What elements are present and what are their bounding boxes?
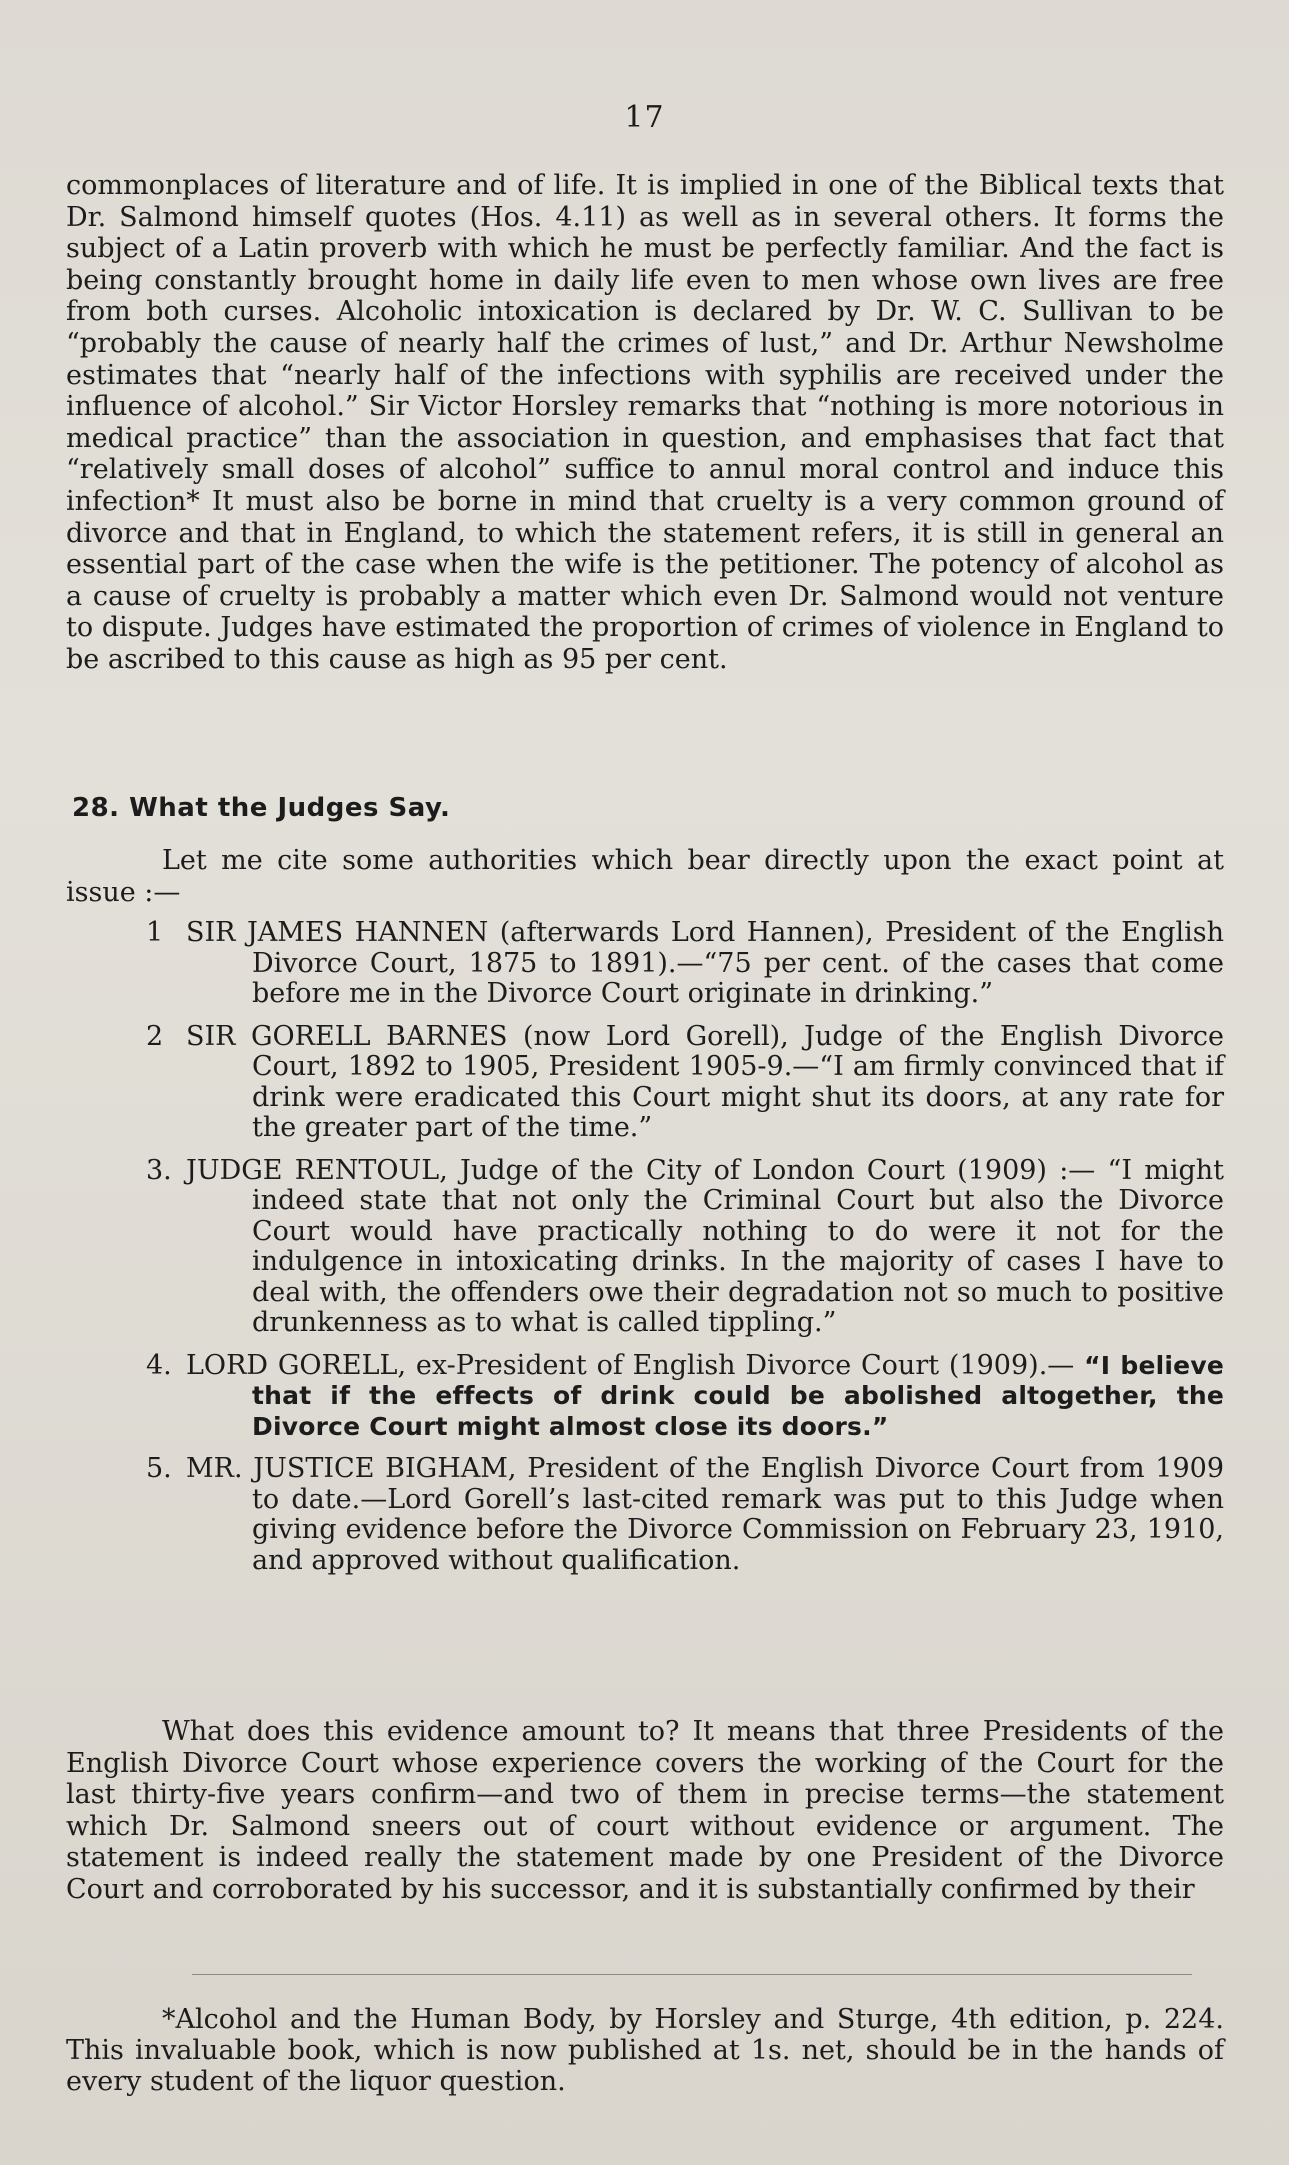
page-number: 17 xyxy=(624,100,665,135)
authority-number: 5. xyxy=(146,1453,172,1484)
authority-item-5 xyxy=(146,1454,1224,1576)
authority-item-4 xyxy=(146,1351,1224,1443)
footnote: *Alcohol and the Human Body, by Horsley and Sturge, 4th edition, p. 224. This invaluable book, which is now published at 1s. net, should be in the hands of every student of the liquor question. xyxy=(66,2004,1224,2097)
intro-block xyxy=(66,845,1224,908)
body-paragraph-1: commonplaces of literature and of life. It is implied in one of the Biblical texts that Dr. Salmond himself quotes (Hos. 4.11) as well as in several others. It forms the subject of a Latin proverb with which he must be perfectly familiar. And the fact is being constantly brought home in daily life even to men whose own lives are free from both curses. Alcoholic intoxication is declared by Dr. W. C. Sullivan to be “probably the cause of nearly half the crimes of lust,” and Dr. Arthur Newsholme estimates that “nearly half of the infections with syphilis are received under the influence of alcohol.” Sir Victor Horsley remarks that “nothing is more notorious in medical practice” than the association in question, and emphasises that fact that “relatively small doses of alcohol” suffice to annul moral control and induce this infection* It must also be borne in mind that cruelty is a very common ground of divorce and that in England, to which the statement refers, it is still in general an essential part of the case when the wife is the petitioner. The potency of alcohol as a cause of cruelty is probably a matter which even Dr. Salmond would not venture to dispute. Judges have estimated the proportion of crimes of violence in England to be ascribed to this cause as high as 95 per cent. xyxy=(66,170,1224,675)
authority-number: 3. xyxy=(146,1154,172,1186)
authority-text: SIR GORELL BARNES (now Lord Gorell), Judge of the English Divorce Court, 1892 to 1905, President 1905-9.—“I am firmly convinced that if drink were eradicated this Court might shut its doors, at any rate for the greater part of the time.” xyxy=(186,1020,1224,1143)
closing-paragraph: What does this evidence amount to? It means that three Presidents of the English Divorce Court whose experience covers the working of the Court for the last thirty-five years confirm—and two of them in precise terms—the statement which Dr. Salmond sneers out of court without evidence or argument. The statement is indeed really the statement made by one President of the Divorce Court and corroborated by his successor, and it is substantially confirmed by their xyxy=(66,1716,1224,1905)
authority-number: 4. xyxy=(146,1349,172,1381)
closing-block xyxy=(66,1716,1224,1906)
authority-text: LORD GORELL, ex-President of English Divorce Court (1909).— xyxy=(186,1349,1075,1381)
footnote-divider xyxy=(192,1974,1192,1975)
authority-item-3 xyxy=(146,1156,1224,1339)
authority-text: SIR JAMES HANNEN (afterwards Lord Hannen), President of the English Divorce Court, 1875 to 1891).—“75 per cent. of the cases that come before me in the Divorce Court originate in drinking.” xyxy=(186,917,1224,1009)
intro-paragraph: Let me cite some authorities which bear directly upon the exact point at issue :— xyxy=(66,845,1224,908)
authorities-list xyxy=(146,918,1224,1588)
authority-item-2 xyxy=(146,1022,1224,1144)
body-paragraph-1-block xyxy=(66,170,1224,676)
authority-text: MR. JUSTICE BIGHAM, President of the English Divorce Court from 1909 to date.—Lord Gorell’s last-cited remark was put to this Judge when giving evidence before the Divorce Commission on February 23, 1910, and approved without qualification. xyxy=(186,1453,1224,1576)
authority-number: 2 xyxy=(146,1020,164,1052)
authority-bold-quote: “I believe that if the effects of drink could be abolished altogether, the Divorce Court might almost close its doors.” xyxy=(252,1350,1224,1441)
section-heading: 28. What the Judges Say. xyxy=(72,793,451,823)
authority-number: 1 xyxy=(146,917,164,948)
authority-text: JUDGE RENTOUL, Judge of the City of London Court (1909) :— “I might indeed state that not only the Criminal Court but also the Divorce Court would have practically nothing to do were it not for the indulgence in intoxicating drinks. In the majority of cases I have to deal with, the offenders owe their degradation not so much to positive drunkenness as to what is called tippling.” xyxy=(186,1154,1224,1338)
authority-item-1 xyxy=(146,918,1224,1010)
